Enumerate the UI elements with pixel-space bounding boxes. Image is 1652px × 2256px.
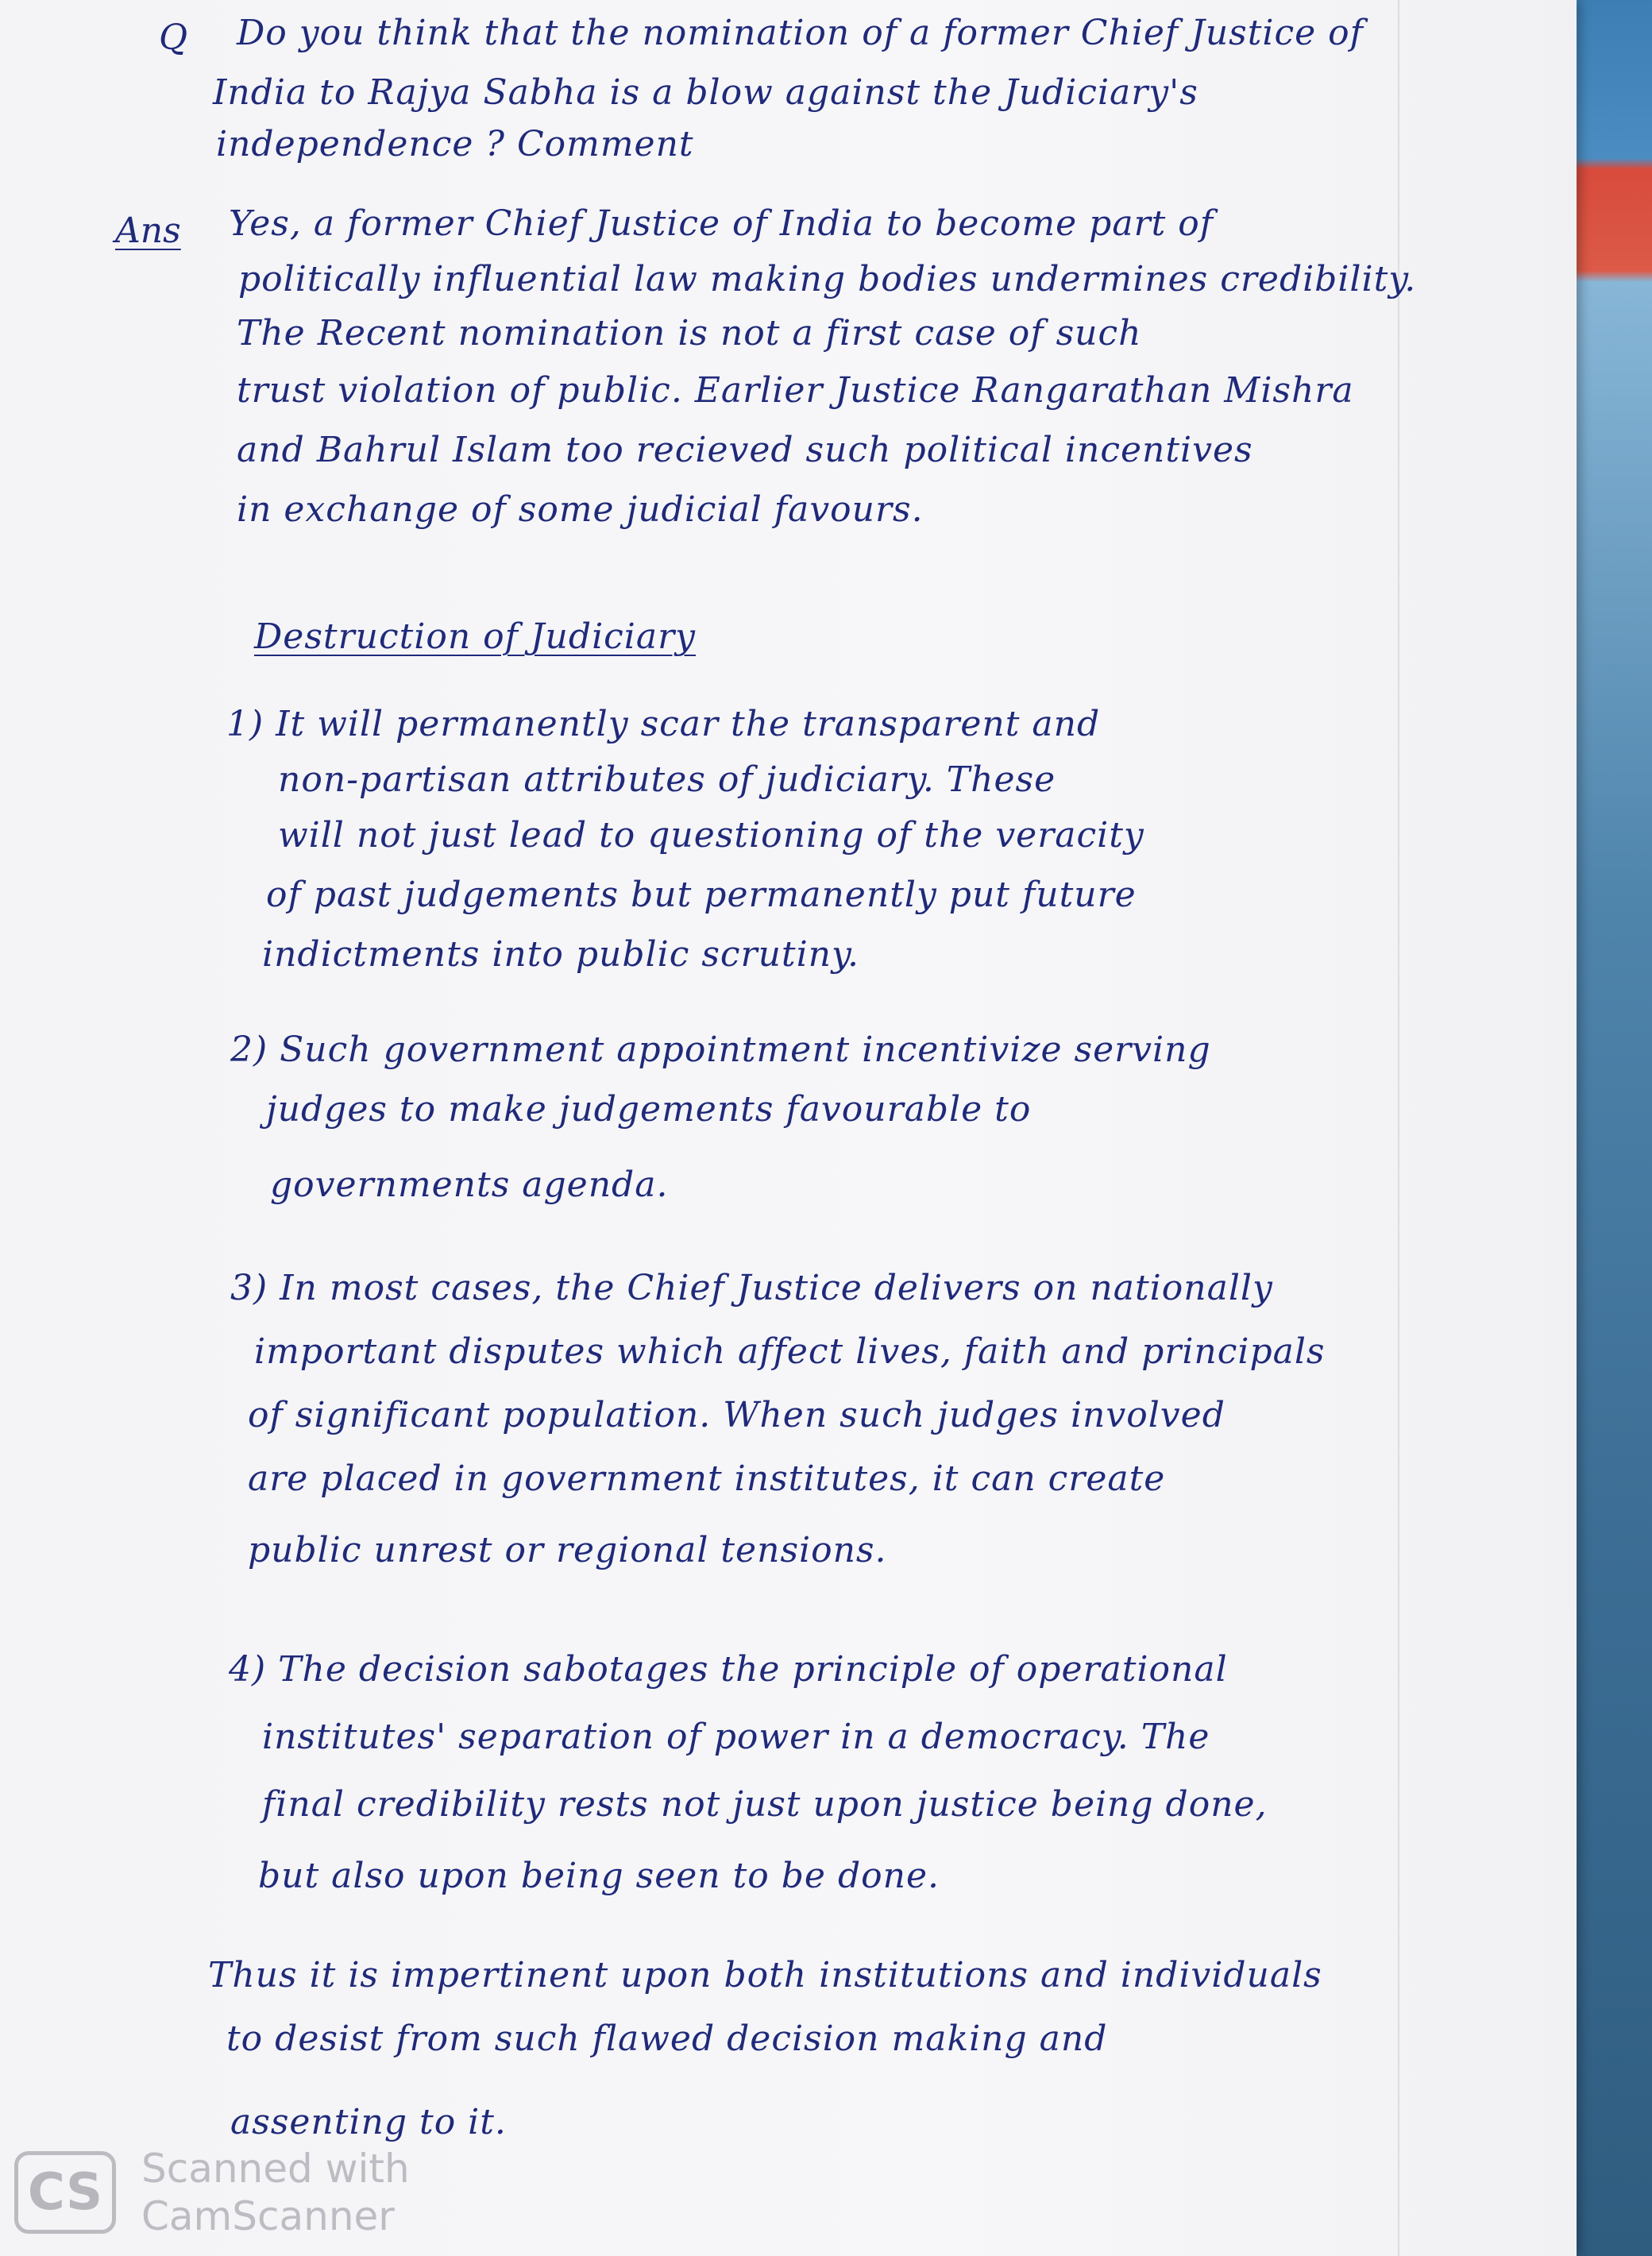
point-1-line-5: indictments into public scrutiny.	[262, 934, 860, 975]
point-3-line-3: of significant population. When such judges involved	[248, 1395, 1225, 1435]
point-4-line-3: final credibility rests not just upon justice being done,	[262, 1784, 1268, 1825]
question-line-2: India to Rajya Sabha is a blow against the Judiciary's	[213, 72, 1198, 113]
point-2-line-2: judges to make judgements favourable to	[266, 1089, 1032, 1130]
point-3-line-1: 3) In most cases, the Chief Justice delivers on nationally	[230, 1268, 1273, 1308]
answer-marker: Ans	[115, 211, 181, 251]
conclusion-line-3: assenting to it.	[230, 2102, 507, 2142]
question-marker: Q	[159, 17, 188, 58]
answer-intro-line-2: politically influential law making bodies undermines credibility.	[238, 259, 1417, 299]
margin-line	[1398, 0, 1399, 2256]
point-1-line-3: will not just lead to questioning of the veracity	[278, 815, 1144, 856]
section-heading: Destruction of Judiciary	[254, 616, 696, 657]
camscanner-logo-icon: CS	[14, 2151, 116, 2234]
background-edge	[1565, 0, 1652, 2256]
point-4-line-2: institutes' separation of power in a democracy. The	[262, 1717, 1210, 1757]
conclusion-line-1: Thus it is impertinent upon both institutions and individuals	[208, 1955, 1322, 1995]
answer-intro-line-6: in exchange of some judicial favours.	[237, 489, 924, 530]
point-4-line-1: 4) The decision sabotages the principle of operational	[229, 1649, 1228, 1690]
point-2-line-3: governments agenda.	[270, 1165, 669, 1205]
point-3-line-2: important disputes which affect lives, faith and principals	[254, 1331, 1326, 1372]
point-1-line-2: non-partisan attributes of judiciary. These	[278, 759, 1056, 800]
point-1-line-1: 1) It will permanently scar the transparent and	[226, 704, 1101, 744]
question-line-3: independence ? Comment	[216, 124, 694, 164]
conclusion-line-2: to desist from such flawed decision making and	[226, 2018, 1108, 2059]
point-4-line-4: but also upon being seen to be done.	[258, 1856, 940, 1896]
camscanner-watermark	[14, 2145, 427, 2240]
point-2-line-1: 2) Such government appointment incentivize serving	[230, 1029, 1211, 1070]
point-3-line-4: are placed in government institutes, it can create	[248, 1458, 1166, 1499]
question-line-1: Do you think that the nomination of a former Chief Justice of	[237, 13, 1364, 53]
answer-intro-line-5: and Bahrul Islam too recieved such political incentives	[237, 430, 1253, 470]
answer-intro-line-3: The Recent nomination is not a first case of such	[237, 313, 1142, 353]
point-1-line-4: of past judgements but permanently put future	[266, 875, 1137, 915]
watermark-text: Scanned with CamScanner	[141, 2146, 410, 2239]
answer-intro-line-1: Yes, a former Chief Justice of India to become part of	[229, 203, 1214, 244]
point-3-line-5: public unrest or regional tensions.	[248, 1530, 887, 1570]
answer-intro-line-4: trust violation of public. Earlier Justice Rangarathan Mishra	[237, 370, 1354, 411]
